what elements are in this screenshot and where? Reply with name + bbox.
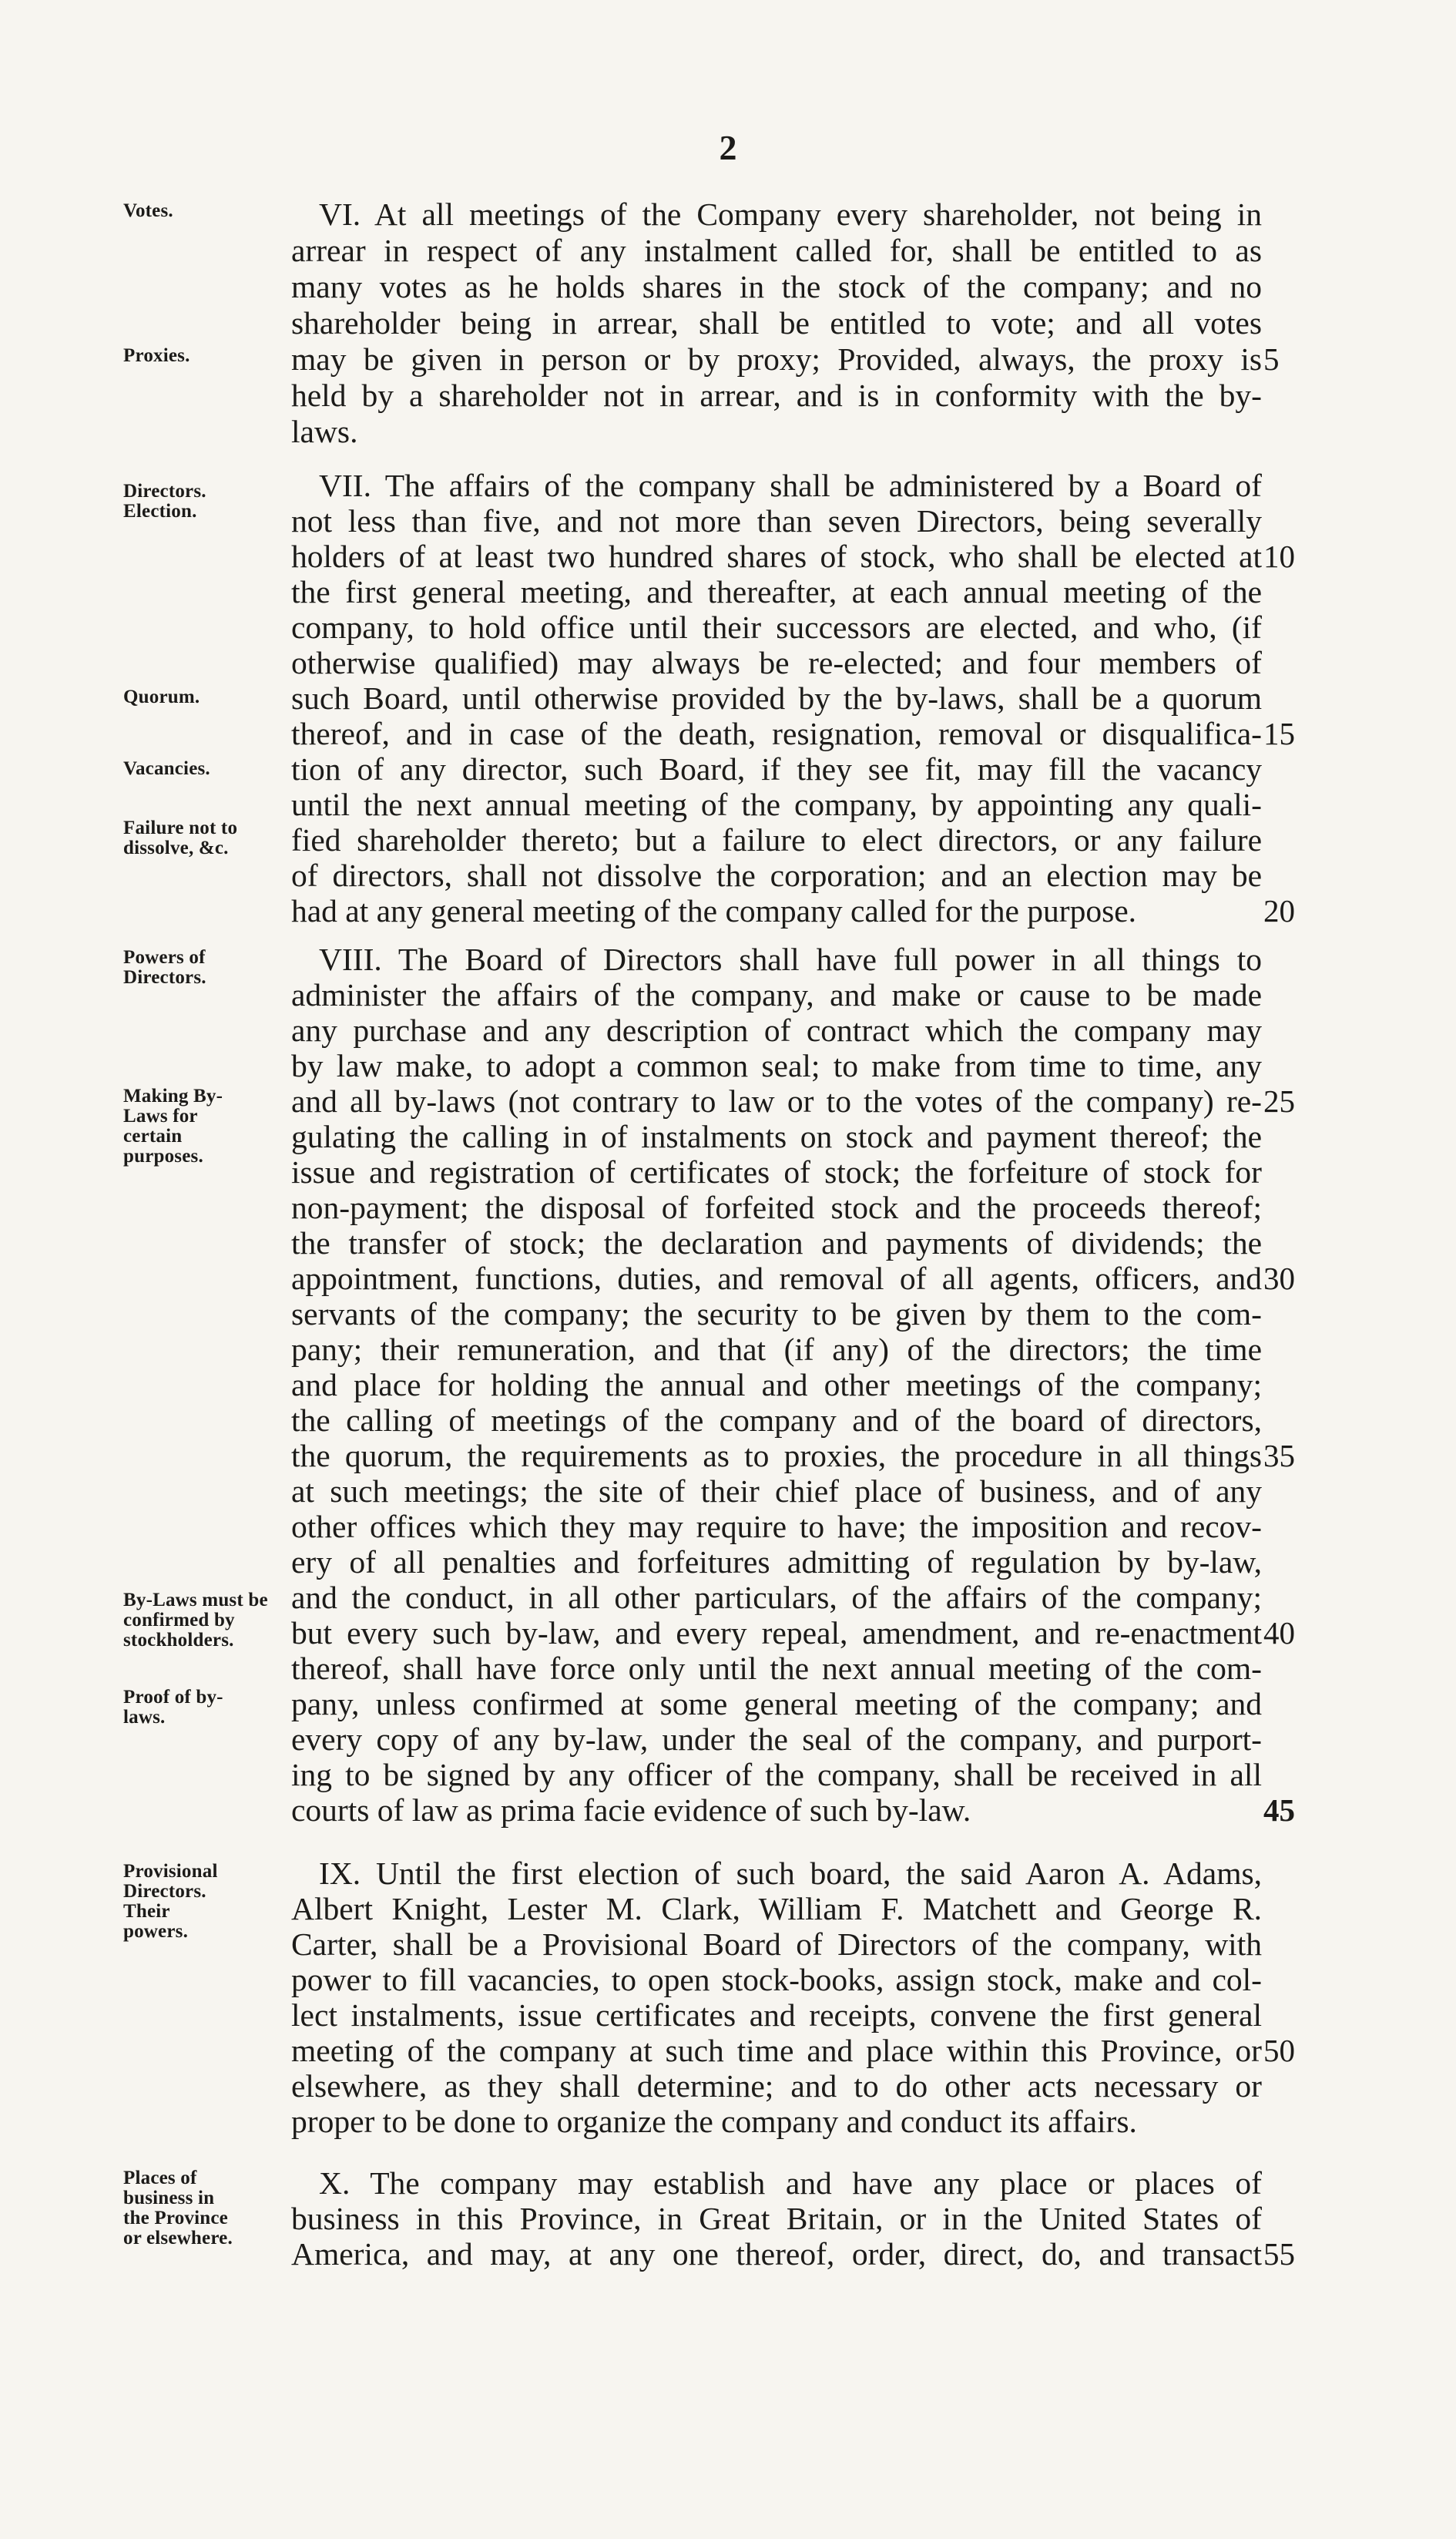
text-line: VI. At all meetings of the Company every shareholder, not being in [319, 196, 1262, 232]
margin-note: Making By-Laws for certain purposes. [123, 1086, 223, 1167]
text-line: had at any general meeting of the company called for the purpose. [291, 893, 1137, 929]
text-line: meeting of the company at such time and place within this Province, or [291, 2033, 1262, 2068]
line-number: 55 [1263, 2236, 1295, 2272]
text-line: ery of all penalties and forfeitures admitting of regulation by by-law, [291, 1544, 1262, 1580]
text-line: and all by-laws (not contrary to law or to the votes of the company) re- [291, 1083, 1262, 1119]
text-line: Albert Knight, Lester M. Clark, William F. Matchett and George R. [291, 1891, 1262, 1926]
line-number: 35 [1263, 1438, 1295, 1473]
text-line: and place for holding the annual and other meetings of the company; [291, 1367, 1262, 1402]
margin-note: By-Laws must be confirmed by stockholders. [123, 1590, 268, 1651]
text-line: otherwise qualified) may always be re-elected; and four members of [291, 645, 1262, 680]
text-line: tion of any director, such Board, if they see fit, may fill the vacancy [291, 751, 1262, 787]
margin-note: Directors. Election. [123, 481, 206, 522]
text-line: other offices which they may require to have; the imposition and recov- [291, 1509, 1262, 1544]
text-line: lect instalments, issue certificates and receipts, convene the first general [291, 1997, 1262, 2033]
text-line: shareholder being in arrear, shall be entitled to vote; and all votes [291, 305, 1262, 341]
page-number: 2 [719, 128, 737, 167]
text-line: power to fill vacancies, to open stock-books, assign stock, make and col- [291, 1962, 1262, 1997]
text-line: but every such by-law, and every repeal, amendment, and re-enactment [291, 1615, 1262, 1651]
text-line: by law make, to adopt a common seal; to make from time to time, any [291, 1048, 1262, 1083]
text-line: of directors, shall not dissolve the corporation; and an election may be [291, 858, 1262, 893]
text-line: many votes as he holds shares in the stock of the company; and no [291, 269, 1262, 304]
text-line: ing to be signed by any officer of the company, shall be received in all [291, 1757, 1262, 1792]
text-line: appointment, functions, duties, and removal of all agents, officers, and [291, 1261, 1262, 1296]
text-line: holders of at least two hundred shares of stock, who shall be elected at [291, 539, 1262, 574]
line-number: 45 [1263, 1792, 1295, 1828]
text-line: fied shareholder thereto; but a failure to elect directors, or any failure [291, 822, 1262, 858]
text-line: arrear in respect of any instalment called for, shall be entitled to as [291, 233, 1262, 268]
text-line: laws. [291, 414, 358, 449]
text-line: IX. Until the first election of such board, the said Aaron A. Adams, [319, 1856, 1262, 1891]
text-line: elsewhere, as they shall determine; and to do other acts necessary or [291, 2068, 1262, 2104]
text-line: not less than five, and not more than seven Directors, being severally [291, 503, 1262, 539]
text-line: thereof, and in case of the death, resignation, removal or disqualifica- [291, 716, 1262, 751]
margin-note: Powers of Directors. [123, 947, 206, 988]
margin-note: Quorum. [123, 687, 200, 707]
line-number: 25 [1263, 1083, 1295, 1119]
margin-note: Vacancies. [123, 758, 210, 779]
text-line: the transfer of stock; the declaration and payments of dividends; the [291, 1225, 1262, 1261]
text-line: issue and registration of certificates of stock; the forfeiture of stock for [291, 1154, 1262, 1190]
text-line: thereof, shall have force only until the next annual meeting of the com- [291, 1651, 1262, 1686]
text-line: courts of law as prima facie evidence of such by-law. [291, 1792, 971, 1828]
text-line: held by a shareholder not in arrear, and is in conformity with the by- [291, 378, 1262, 413]
margin-note: Failure not to dissolve, &c. [123, 818, 238, 858]
text-line: and the conduct, in all other particulars, of the affairs of the company; [291, 1580, 1262, 1615]
text-line: proper to be done to organize the company and conduct its affairs. [291, 2104, 1137, 2139]
line-number: 20 [1263, 893, 1295, 929]
margin-note: Votes. [123, 200, 173, 221]
text-line: business in this Province, in Great Britain, or in the United States of [291, 2201, 1262, 2236]
text-line: administer the affairs of the company, and make or cause to be made [291, 977, 1262, 1013]
margin-note: Provisional Directors. Their powers. [123, 1861, 218, 1942]
text-line: VIII. The Board of Directors shall have full power in all things to [319, 942, 1262, 977]
text-line: any purchase and any description of contract which the company may [291, 1013, 1262, 1048]
text-line: company, to hold office until their successors are elected, and who, (if [291, 610, 1262, 645]
text-line: America, and may, at any one thereof, order, direct, do, and transact [291, 2236, 1262, 2272]
line-number: 5 [1263, 341, 1280, 377]
margin-note: Places of business in the Province or elsewhere. [123, 2168, 233, 2248]
line-number: 10 [1263, 539, 1295, 574]
line-number: 30 [1263, 1261, 1295, 1296]
text-line: such Board, until otherwise provided by the by-laws, shall be a quorum [291, 680, 1262, 716]
line-number: 50 [1263, 2033, 1295, 2068]
text-line: X. The company may establish and have any place or places of [319, 2165, 1262, 2201]
text-line: pany, unless confirmed at some general meeting of the company; and [291, 1686, 1262, 1721]
text-line: until the next annual meeting of the company, by appointing any quali- [291, 787, 1262, 822]
margin-note: Proof of by-laws. [123, 1687, 223, 1728]
text-line: VII. The affairs of the company shall be administered by a Board of [319, 468, 1262, 503]
text-line: pany; their remuneration, and that (if any) of the directors; the time [291, 1332, 1262, 1367]
text-line: the quorum, the requirements as to proxies, the procedure in all things [291, 1438, 1262, 1473]
text-line: may be given in person or by proxy; Provided, always, the proxy is [291, 341, 1262, 377]
margin-note: Proxies. [123, 345, 190, 366]
text-line: the first general meeting, and thereafter, at each annual meeting of the [291, 574, 1262, 610]
text-line: non-payment; the disposal of forfeited stock and the proceeds thereof; [291, 1190, 1262, 1225]
text-line: at such meetings; the site of their chief place of business, and of any [291, 1473, 1262, 1509]
text-line: gulating the calling in of instalments on stock and payment thereof; the [291, 1119, 1262, 1154]
text-line: every copy of any by-law, under the seal of the company, and purport- [291, 1721, 1262, 1757]
text-line: servants of the company; the security to be given by them to the com- [291, 1296, 1262, 1332]
line-number: 40 [1263, 1615, 1295, 1651]
line-number: 15 [1263, 716, 1295, 751]
text-line: Carter, shall be a Provisional Board of Directors of the company, with [291, 1926, 1262, 1962]
text-line: the calling of meetings of the company and of the board of directors, [291, 1402, 1262, 1438]
